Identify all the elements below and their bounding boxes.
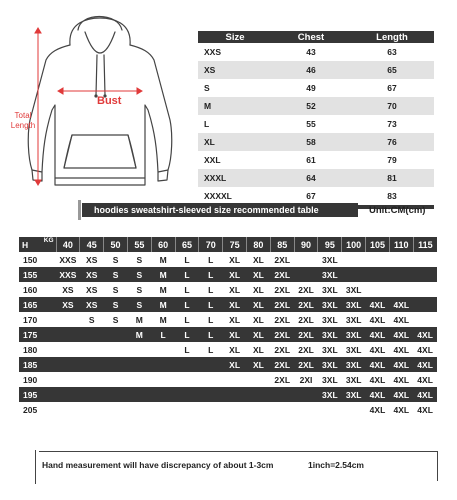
size-recommendation-cell: S — [104, 297, 128, 312]
size-recommendation-cell: L — [175, 282, 199, 297]
size-recommendation-cell: 3XL — [342, 282, 366, 297]
size-recommendation-cell: S — [127, 297, 151, 312]
size-recommendation-cell: XS — [56, 297, 80, 312]
size-recommendation-cell: 3XL — [342, 312, 366, 327]
size-recommendation-cell: 4XL — [389, 327, 413, 342]
length-cell: 79 — [387, 155, 397, 165]
weight-header: 55 — [127, 237, 151, 252]
height-cell: 170 — [19, 312, 56, 327]
size-recommendation-cell: L — [175, 267, 199, 282]
size-recommendation-cell: 3XL — [318, 267, 342, 282]
size-recommendation-cell: 3XL — [318, 387, 342, 402]
size-recommendation-cell: XXS — [56, 252, 80, 267]
weight-header: 105 — [366, 237, 390, 252]
header-size: Size — [198, 31, 272, 43]
size-recommendation-cell: 3XL — [318, 252, 342, 267]
size-row — [198, 43, 434, 61]
grid-row — [19, 312, 437, 327]
weight-header: 70 — [199, 237, 223, 252]
size-recommendation-cell: S — [104, 282, 128, 297]
weight-header: 115 — [413, 237, 437, 252]
size-recommendation-cell: 2XL — [294, 357, 318, 372]
size-recommendation-cell — [151, 387, 175, 402]
size-recommendation-cell — [247, 387, 271, 402]
grid-header-row — [19, 237, 437, 252]
size-recommendation-cell — [80, 387, 104, 402]
size-recommendation-cell: L — [199, 282, 223, 297]
size-recommendation-cell: XXS — [56, 267, 80, 282]
size-recommendation-cell — [56, 387, 80, 402]
size-recommendation-cell: 2XL — [294, 312, 318, 327]
size-recommendation-cell: 4XL — [389, 312, 413, 327]
height-cell: 165 — [19, 297, 56, 312]
size-recommendation-cell: 4XL — [366, 297, 390, 312]
size-recommendation-cell: M — [151, 282, 175, 297]
size-recommendation-cell: 4XL — [366, 342, 390, 357]
measurement-note: Hand measurement will have discrepancy of about 1-3cm — [42, 460, 274, 470]
size-recommendation-cell — [127, 372, 151, 387]
size-recommendation-cell — [366, 282, 390, 297]
size-recommendation-cell — [223, 402, 247, 417]
grid-corner — [19, 237, 56, 252]
size-recommendation-cell: XS — [56, 282, 80, 297]
size-recommendation-cell — [151, 402, 175, 417]
size-recommendation-cell — [294, 267, 318, 282]
size-recommendation-cell: 3XL — [342, 342, 366, 357]
size-recommendation-cell — [175, 372, 199, 387]
size-recommendation-cell: XL — [247, 327, 271, 342]
size-recommendation-cell — [318, 402, 342, 417]
size-recommendation-cell — [413, 282, 437, 297]
height-cell: 175 — [19, 327, 56, 342]
size-recommendation-cell: S — [127, 282, 151, 297]
size-cell: S — [204, 83, 210, 93]
size-recommendation-cell: 2XL — [294, 327, 318, 342]
size-recommendation-cell — [56, 327, 80, 342]
size-recommendation-cell: XL — [247, 282, 271, 297]
length-cell: 67 — [387, 83, 397, 93]
size-recommendation-cell: S — [104, 252, 128, 267]
size-recommendation-cell — [413, 312, 437, 327]
size-recommendation-cell — [199, 402, 223, 417]
size-recommendation-cell: XL — [223, 267, 247, 282]
size-recommendation-cell: 2XL — [270, 342, 294, 357]
bust-label: Bust — [97, 95, 122, 107]
size-cell: XS — [198, 61, 272, 79]
size-recommendation-cell — [413, 252, 437, 267]
size-recommendation-cell — [175, 402, 199, 417]
size-recommendation-cell — [56, 402, 80, 417]
size-recommendation-cell: 4XL — [366, 387, 390, 402]
height-cell: 160 — [19, 282, 56, 297]
size-recommendation-cell — [366, 252, 390, 267]
size-recommendation-cell: XS — [80, 282, 104, 297]
size-recommendation-cell: 4XL — [413, 327, 437, 342]
size-recommendation-cell: XL — [247, 357, 271, 372]
chest-cell: 43 — [306, 47, 316, 57]
size-recommendation-cell: 4XL — [389, 402, 413, 417]
size-recommendation-cell — [199, 387, 223, 402]
size-recommendation-cell: 2XL — [270, 327, 294, 342]
size-recommendation-cell: 4XL — [366, 327, 390, 342]
size-recommendation-cell — [104, 342, 128, 357]
size-recommendation-cell — [56, 357, 80, 372]
height-cell: 205 — [19, 402, 56, 417]
size-recommendation-cell: XS — [80, 252, 104, 267]
size-row — [198, 115, 434, 133]
unit-label: Unit:CM(cm) — [369, 205, 426, 216]
size-recommendation-cell: 4XL — [366, 402, 390, 417]
size-recommendation-cell: XL — [247, 342, 271, 357]
weight-header: 40 — [56, 237, 80, 252]
size-chart-table — [198, 31, 434, 209]
grid-row — [19, 327, 437, 342]
size-recommendation-cell — [175, 357, 199, 372]
size-recommendation-cell — [294, 402, 318, 417]
size-recommendation-cell: 3XL — [342, 387, 366, 402]
size-recommendation-cell — [294, 387, 318, 402]
weight-header: 110 — [389, 237, 413, 252]
size-recommendation-cell: 4XL — [366, 357, 390, 372]
size-recommendation-cell: L — [175, 342, 199, 357]
weight-header: 50 — [104, 237, 128, 252]
size-recommendation-cell: 4XL — [389, 357, 413, 372]
weight-header: 45 — [80, 237, 104, 252]
size-recommendation-cell — [342, 402, 366, 417]
size-recommendation-cell — [413, 297, 437, 312]
size-recommendation-cell: XL — [223, 312, 247, 327]
size-recommendation-cell: 4XL — [413, 402, 437, 417]
size-recommendation-cell: 2XL — [294, 297, 318, 312]
size-recommendation-cell: M — [127, 327, 151, 342]
grid-row — [19, 342, 437, 357]
corner-weight-label: KG — [43, 237, 54, 244]
chest-cell: 58 — [272, 133, 350, 151]
size-recommendation-cell: M — [151, 252, 175, 267]
size-recommendation-cell: 2XL — [270, 252, 294, 267]
size-recommendation-cell — [127, 342, 151, 357]
size-recommendation-cell — [56, 312, 80, 327]
weight-header: 65 — [175, 237, 199, 252]
size-recommendation-cell — [104, 327, 128, 342]
size-recommendation-cell: L — [199, 252, 223, 267]
inch-conversion-note: 1inch=2.54cm — [308, 460, 364, 470]
size-recommendation-cell — [80, 342, 104, 357]
grid-row — [19, 267, 437, 282]
height-weight-size-grid — [19, 237, 437, 417]
weight-header: 75 — [223, 237, 247, 252]
grid-row — [19, 387, 437, 402]
chest-cell: 67 — [306, 191, 316, 201]
size-recommendation-cell — [80, 402, 104, 417]
length-cell: 73 — [387, 119, 397, 129]
size-recommendation-cell: L — [199, 297, 223, 312]
size-recommendation-cell — [80, 327, 104, 342]
length-cell: 65 — [350, 61, 434, 79]
size-recommendation-cell: 2XL — [294, 282, 318, 297]
size-recommendation-cell: 2XL — [270, 297, 294, 312]
size-recommendation-cell: XL — [223, 357, 247, 372]
chest-cell: 46 — [272, 61, 350, 79]
chest-cell: 55 — [306, 119, 316, 129]
size-cell: XXXXL — [204, 191, 232, 201]
grid-row — [19, 252, 437, 267]
size-recommendation-cell — [223, 387, 247, 402]
size-recommendation-cell: XL — [223, 282, 247, 297]
size-recommendation-cell: M — [151, 297, 175, 312]
size-recommendation-cell: L — [175, 297, 199, 312]
size-recommendation-cell — [294, 252, 318, 267]
header-chest: Chest — [272, 31, 350, 43]
size-recommendation-cell: 3XL — [342, 327, 366, 342]
grid-row — [19, 357, 437, 372]
weight-header: 85 — [270, 237, 294, 252]
grid-row — [19, 282, 437, 297]
size-recommendation-cell — [342, 252, 366, 267]
size-cell: M — [198, 97, 272, 115]
size-recommendation-cell: L — [151, 327, 175, 342]
size-recommendation-cell: M — [127, 312, 151, 327]
size-recommendation-cell: XL — [223, 297, 247, 312]
weight-header: 95 — [318, 237, 342, 252]
grid-row — [19, 372, 437, 387]
corner-height-label: H — [22, 240, 29, 250]
height-cell: 150 — [19, 252, 56, 267]
size-recommendation-cell: 2XL — [270, 267, 294, 282]
size-recommendation-cell: 3XL — [318, 297, 342, 312]
weight-header: 100 — [342, 237, 366, 252]
size-recommendation-cell: XL — [247, 297, 271, 312]
chest-cell: 61 — [306, 155, 316, 165]
size-recommendation-cell: L — [199, 327, 223, 342]
size-recommendation-cell: XL — [247, 312, 271, 327]
size-recommendation-cell — [151, 372, 175, 387]
size-recommendation-cell: 2XL — [270, 372, 294, 387]
size-recommendation-cell: 4XL — [389, 342, 413, 357]
header-length: Length — [350, 31, 434, 43]
size-recommendation-cell — [342, 267, 366, 282]
size-recommendation-cell — [270, 402, 294, 417]
size-recommendation-cell: S — [127, 267, 151, 282]
size-recommendation-cell: S — [104, 312, 128, 327]
height-cell: 180 — [19, 342, 56, 357]
size-recommendation-cell — [247, 372, 271, 387]
size-recommendation-cell: 3XL — [318, 327, 342, 342]
size-recommendation-cell — [223, 372, 247, 387]
size-recommendation-cell — [366, 267, 390, 282]
size-recommendation-cell: 2XL — [270, 357, 294, 372]
size-recommendation-cell — [104, 357, 128, 372]
length-cell: 63 — [387, 47, 397, 57]
size-recommendation-cell — [104, 402, 128, 417]
size-recommendation-cell — [270, 387, 294, 402]
size-recommendation-cell — [199, 357, 223, 372]
size-recommendation-cell: 4XL — [413, 372, 437, 387]
height-cell: 190 — [19, 372, 56, 387]
size-row — [198, 169, 434, 187]
size-recommendation-cell — [151, 357, 175, 372]
size-recommendation-cell: 2XL — [270, 282, 294, 297]
size-row — [198, 97, 434, 115]
size-recommendation-cell: 2XI — [294, 372, 318, 387]
length-cell: 83 — [387, 191, 397, 201]
size-recommendation-cell — [175, 387, 199, 402]
size-recommendation-cell — [56, 342, 80, 357]
grid-row — [19, 402, 437, 417]
size-recommendation-cell — [389, 282, 413, 297]
size-cell: XXXL — [198, 169, 272, 187]
size-recommendation-cell: 3XL — [342, 357, 366, 372]
size-recommendation-cell — [127, 357, 151, 372]
size-recommendation-cell — [80, 357, 104, 372]
size-cell: XXL — [204, 155, 221, 165]
weight-header: 90 — [294, 237, 318, 252]
size-recommendation-cell — [389, 267, 413, 282]
chest-cell: 49 — [306, 83, 316, 93]
size-row — [198, 61, 434, 79]
size-recommendation-cell: 4XL — [413, 387, 437, 402]
size-cell: XXS — [204, 47, 222, 57]
size-recommendation-cell: M — [151, 267, 175, 282]
size-recommendation-cell: XL — [247, 252, 271, 267]
size-recommendation-cell — [151, 342, 175, 357]
size-recommendation-cell: XL — [223, 327, 247, 342]
chest-cell: 64 — [272, 169, 350, 187]
size-recommendation-cell: 3XL — [318, 282, 342, 297]
length-cell: 70 — [350, 97, 434, 115]
size-cell: XL — [198, 133, 272, 151]
size-recommendation-cell: XS — [80, 267, 104, 282]
size-recommendation-cell: L — [175, 327, 199, 342]
size-recommendation-cell: S — [104, 267, 128, 282]
size-recommendation-cell — [199, 372, 223, 387]
height-cell: 195 — [19, 387, 56, 402]
size-recommendation-cell — [389, 252, 413, 267]
size-recommendation-cell: S — [127, 252, 151, 267]
size-recommendation-cell — [104, 372, 128, 387]
size-recommendation-cell: 4XL — [413, 342, 437, 357]
size-recommendation-cell: 4XL — [366, 372, 390, 387]
size-recommendation-cell: L — [199, 342, 223, 357]
size-recommendation-cell: 2XL — [270, 312, 294, 327]
size-recommendation-cell — [80, 372, 104, 387]
size-recommendation-cell: M — [151, 312, 175, 327]
length-cell: 81 — [350, 169, 434, 187]
size-recommendation-cell: L — [199, 312, 223, 327]
size-recommendation-cell — [127, 402, 151, 417]
size-recommendation-cell — [413, 267, 437, 282]
size-recommendation-cell: 3XL — [318, 357, 342, 372]
size-recommendation-cell: L — [175, 312, 199, 327]
size-recommendation-cell: 4XL — [389, 297, 413, 312]
size-row — [198, 151, 434, 169]
total-length-label: Total Length — [10, 111, 36, 130]
size-recommendation-cell: S — [80, 312, 104, 327]
size-recommendation-cell: L — [199, 267, 223, 282]
size-cell: L — [204, 119, 210, 129]
size-table-header — [198, 31, 434, 43]
size-row — [198, 79, 434, 97]
chest-cell: 52 — [272, 97, 350, 115]
size-recommendation-cell: 3XL — [318, 312, 342, 327]
grid-row — [19, 297, 437, 312]
size-recommendation-cell: XL — [247, 267, 271, 282]
size-recommendation-cell: 3XL — [318, 342, 342, 357]
size-recommendation-cell — [127, 387, 151, 402]
size-recommendation-cell: 3XL — [318, 372, 342, 387]
size-recommendation-cell: 4XL — [389, 387, 413, 402]
size-recommendation-cell: XS — [80, 297, 104, 312]
size-recommendation-cell: XL — [223, 342, 247, 357]
size-recommendation-cell: 3XL — [342, 372, 366, 387]
weight-header: 80 — [247, 237, 271, 252]
size-recommendation-cell: 2XL — [294, 342, 318, 357]
size-recommendation-cell: 4XL — [413, 357, 437, 372]
size-recommendation-cell: 4XL — [389, 372, 413, 387]
recommendation-title-banner: hoodies sweatshirt-sleeved size recommended table — [82, 203, 358, 217]
length-cell: 76 — [350, 133, 434, 151]
size-recommendation-cell — [104, 387, 128, 402]
size-recommendation-cell — [56, 372, 80, 387]
size-recommendation-cell: XL — [223, 252, 247, 267]
size-row — [198, 133, 434, 151]
size-recommendation-cell: 4XL — [366, 312, 390, 327]
weight-header: 60 — [151, 237, 175, 252]
size-recommendation-cell — [247, 402, 271, 417]
size-recommendation-cell: 3XL — [342, 297, 366, 312]
size-recommendation-cell: L — [175, 252, 199, 267]
height-cell: 155 — [19, 267, 56, 282]
height-cell: 185 — [19, 357, 56, 372]
